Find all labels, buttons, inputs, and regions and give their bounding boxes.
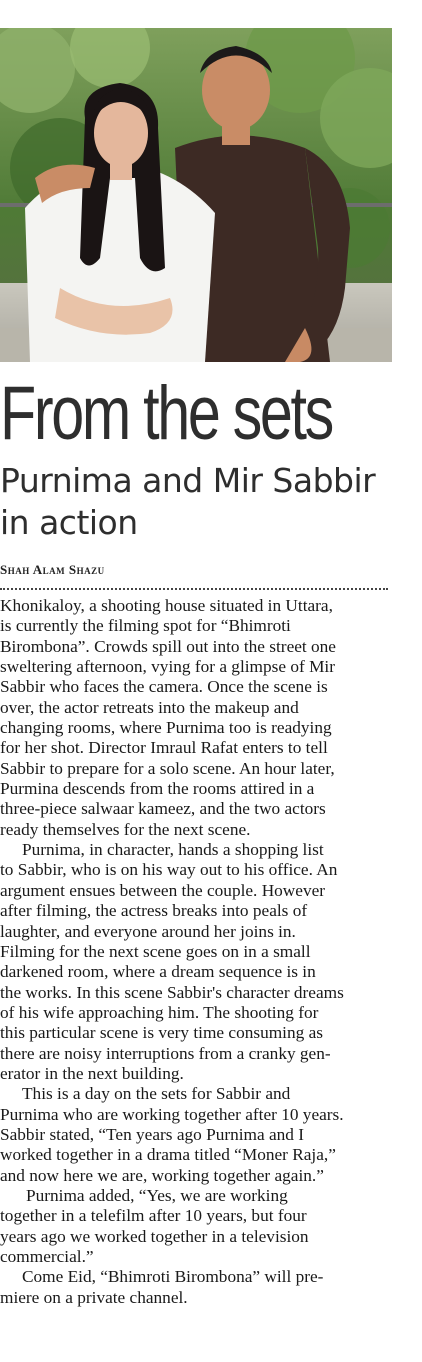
article-photo: [0, 28, 392, 362]
text-line: Purnima added, “Yes, we are working: [26, 1185, 288, 1205]
text-line: Purmina descends from the rooms attired in a: [0, 779, 315, 799]
text-line: Purnima, in character, hands a shopping list: [22, 840, 324, 860]
text-line: Come Eid, “Bhimroti Birombona” will pre-: [22, 1267, 324, 1287]
text-line: argument ensues between the couple. However: [0, 880, 326, 900]
text-line: Khonikaloy, a shooting house situated in Uttara,: [0, 596, 333, 615]
text-line: years ago we worked together in a television: [0, 1226, 309, 1246]
text-line: three-piece salwaar kameez, and the two actors: [0, 799, 326, 819]
text-line: miere on a private channel.: [0, 1287, 188, 1307]
text-line: worked together in a drama titled “Moner Raja,”: [0, 1145, 336, 1165]
text-line: for her shot. Director Imraul Rafat enters to tell: [0, 738, 328, 758]
text-line: this particular scene is very time consuming as: [0, 1023, 323, 1043]
text-line: Purnima who are working together after 10 years.: [0, 1104, 344, 1124]
text-line: Sabbir who faces the camera. Once the scene is: [0, 677, 328, 697]
paragraph: [0, 1186, 396, 1267]
text-line: over, the actor retreats into the makeup and: [0, 697, 299, 717]
text-line: Sabbir to prepare for a solo scene. An hour later,: [0, 758, 335, 778]
text-line: to Sabbir, who is on his way out to his office. An: [0, 860, 338, 880]
paragraph: [0, 1267, 396, 1308]
text-line: Sabbir stated, “Ten years ago Purnima and I: [0, 1124, 304, 1144]
subheadline: Purnima and Mir Sabbir in action: [0, 461, 376, 542]
text-line: of his wife approaching him. The shooting for: [0, 1002, 319, 1022]
text-line: sweltering afternoon, vying for a glimpse of Mir: [0, 657, 335, 677]
text-line: is currently the filming spot for “Bhimroti: [0, 616, 291, 636]
text-line: and now here we are, working together again.”: [0, 1165, 324, 1185]
article-body: [0, 596, 396, 1308]
text-line: darkened room, where a dream sequence is in: [0, 962, 316, 982]
text-line: erator in the next building.: [0, 1063, 184, 1083]
text-line: there are noisy interruptions from a cranky gen-: [0, 1043, 331, 1063]
byline: Shah Alam Shazu: [0, 562, 105, 577]
text-line: This is a day on the sets for Sabbir and: [22, 1084, 291, 1104]
headline: From the sets: [0, 371, 332, 456]
text-line: together in a telefilm after 10 years, but four: [0, 1206, 307, 1226]
text-line: commercial.”: [0, 1247, 94, 1266]
paragraph: [0, 1084, 396, 1186]
text-line: Birombona”. Crowds spill out into the street one: [0, 636, 336, 656]
text-line: Filming for the next scene goes on in a small: [0, 941, 311, 961]
text-line: laughter, and everyone around her joins in.: [0, 921, 296, 941]
dotted-divider: [0, 588, 388, 590]
text-line: changing rooms, where Purnima too is readying: [0, 718, 332, 738]
paragraph: [0, 596, 396, 840]
text-line: ready themselves for the next scene.: [0, 819, 251, 839]
paragraph: [0, 840, 396, 1084]
text-line: the works. In this scene Sabbir's character dreams: [0, 982, 344, 1002]
text-line: after filming, the actress breaks into peals of: [0, 901, 308, 921]
